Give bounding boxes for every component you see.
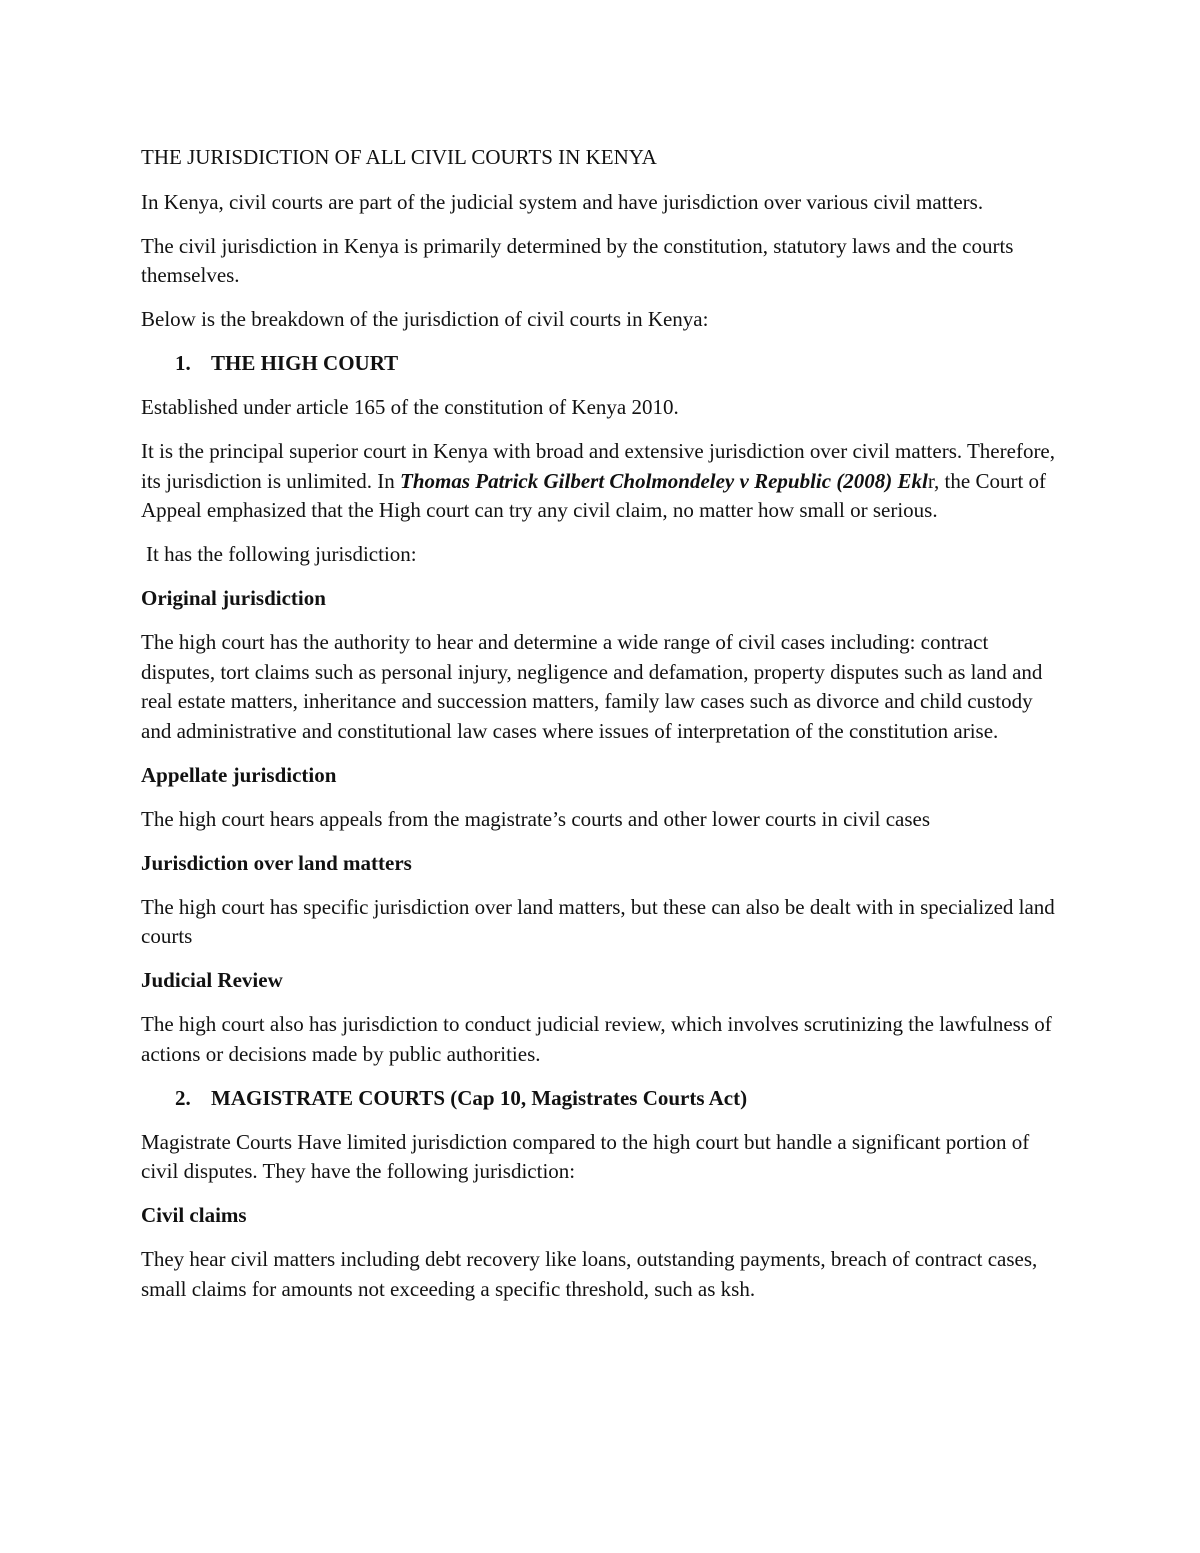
principal-text-before-case: It is the principal superior court in Kenya with broad and extensive jurisdiction over civil matters. Therefore, its jurisdiction is unlimited. In bbox=[141, 439, 1056, 493]
section-heading-magistrate-courts bbox=[175, 1084, 1061, 1114]
document-title: THE JURISDICTION OF ALL CIVIL COURTS IN KENYA bbox=[141, 145, 657, 169]
following-jurisdiction-paragraph: It has the following jurisdiction: bbox=[146, 542, 417, 566]
section-number: 1. bbox=[175, 351, 191, 375]
magistrate-intro-paragraph: Magistrate Courts Have limited jurisdiction compared to the high court but handle a significant portion of civil disputes. They have the following jurisdiction: bbox=[141, 1129, 1030, 1183]
judicial-review-text: The high court also has jurisdiction to conduct judicial review, which involves scrutinizing the lawfulness of actions or decisions made by public authorities. bbox=[141, 1012, 1052, 1066]
section-number: 2. bbox=[175, 1085, 191, 1110]
land-matters-heading: Jurisdiction over land matters bbox=[141, 850, 412, 875]
appellate-jurisdiction-text: The high court hears appeals from the magistrate’s courts and other lower courts in civil cases bbox=[141, 806, 930, 831]
land-matters-text: The high court has specific jurisdiction over land matters, but these can also be dealt with in specialized land courts bbox=[141, 894, 1055, 948]
section-heading-high-court bbox=[175, 349, 1061, 379]
principal-text-after-case: r, the Court of Appeal emphasized that the High court can try any civil claim, no matter how small or serious. bbox=[141, 468, 1047, 522]
document-body bbox=[141, 143, 1061, 1319]
appellate-jurisdiction-heading: Appellate jurisdiction bbox=[141, 762, 337, 787]
breakdown-paragraph: Below is the breakdown of the jurisdiction of civil courts in Kenya: bbox=[141, 307, 709, 331]
principal-court-paragraph bbox=[141, 437, 1061, 526]
established-paragraph: Established under article 165 of the constitution of Kenya 2010. bbox=[141, 395, 679, 419]
original-jurisdiction-text: The high court has the authority to hear and determine a wide range of civil cases including: contract disputes, tort claims such as personal injury, negligence and defamation, property disputes such as land and real estate matters, inheritance and succession matters, family law cases such as divorce and child custody and administrative and constitutional law cases where issues of interpretation of the constitution arise. bbox=[141, 630, 1043, 743]
civil-claims-heading: Civil claims bbox=[141, 1203, 247, 1227]
intro-paragraph: In Kenya, civil courts are part of the judicial system and have jurisdiction over various civil matters. bbox=[141, 189, 984, 214]
judicial-review-heading: Judicial Review bbox=[141, 968, 283, 992]
section-title: THE HIGH COURT bbox=[211, 351, 399, 375]
civil-claims-text: They hear civil matters including debt recovery like loans, outstanding payments, breach of contract cases, small claims for amounts not exceeding a specific threshold, such as ksh. bbox=[141, 1247, 1038, 1301]
original-jurisdiction-heading: Original jurisdiction bbox=[141, 586, 326, 610]
case-citation: Thomas Patrick Gilbert Cholmondeley v Republic (2008) Ekl bbox=[400, 468, 928, 493]
section-title: MAGISTRATE COURTS (Cap 10, Magistrates Courts Act) bbox=[211, 1085, 748, 1110]
determined-by-paragraph: The civil jurisdiction in Kenya is primarily determined by the constitution, statutory laws and the courts themselves. bbox=[141, 233, 1014, 287]
